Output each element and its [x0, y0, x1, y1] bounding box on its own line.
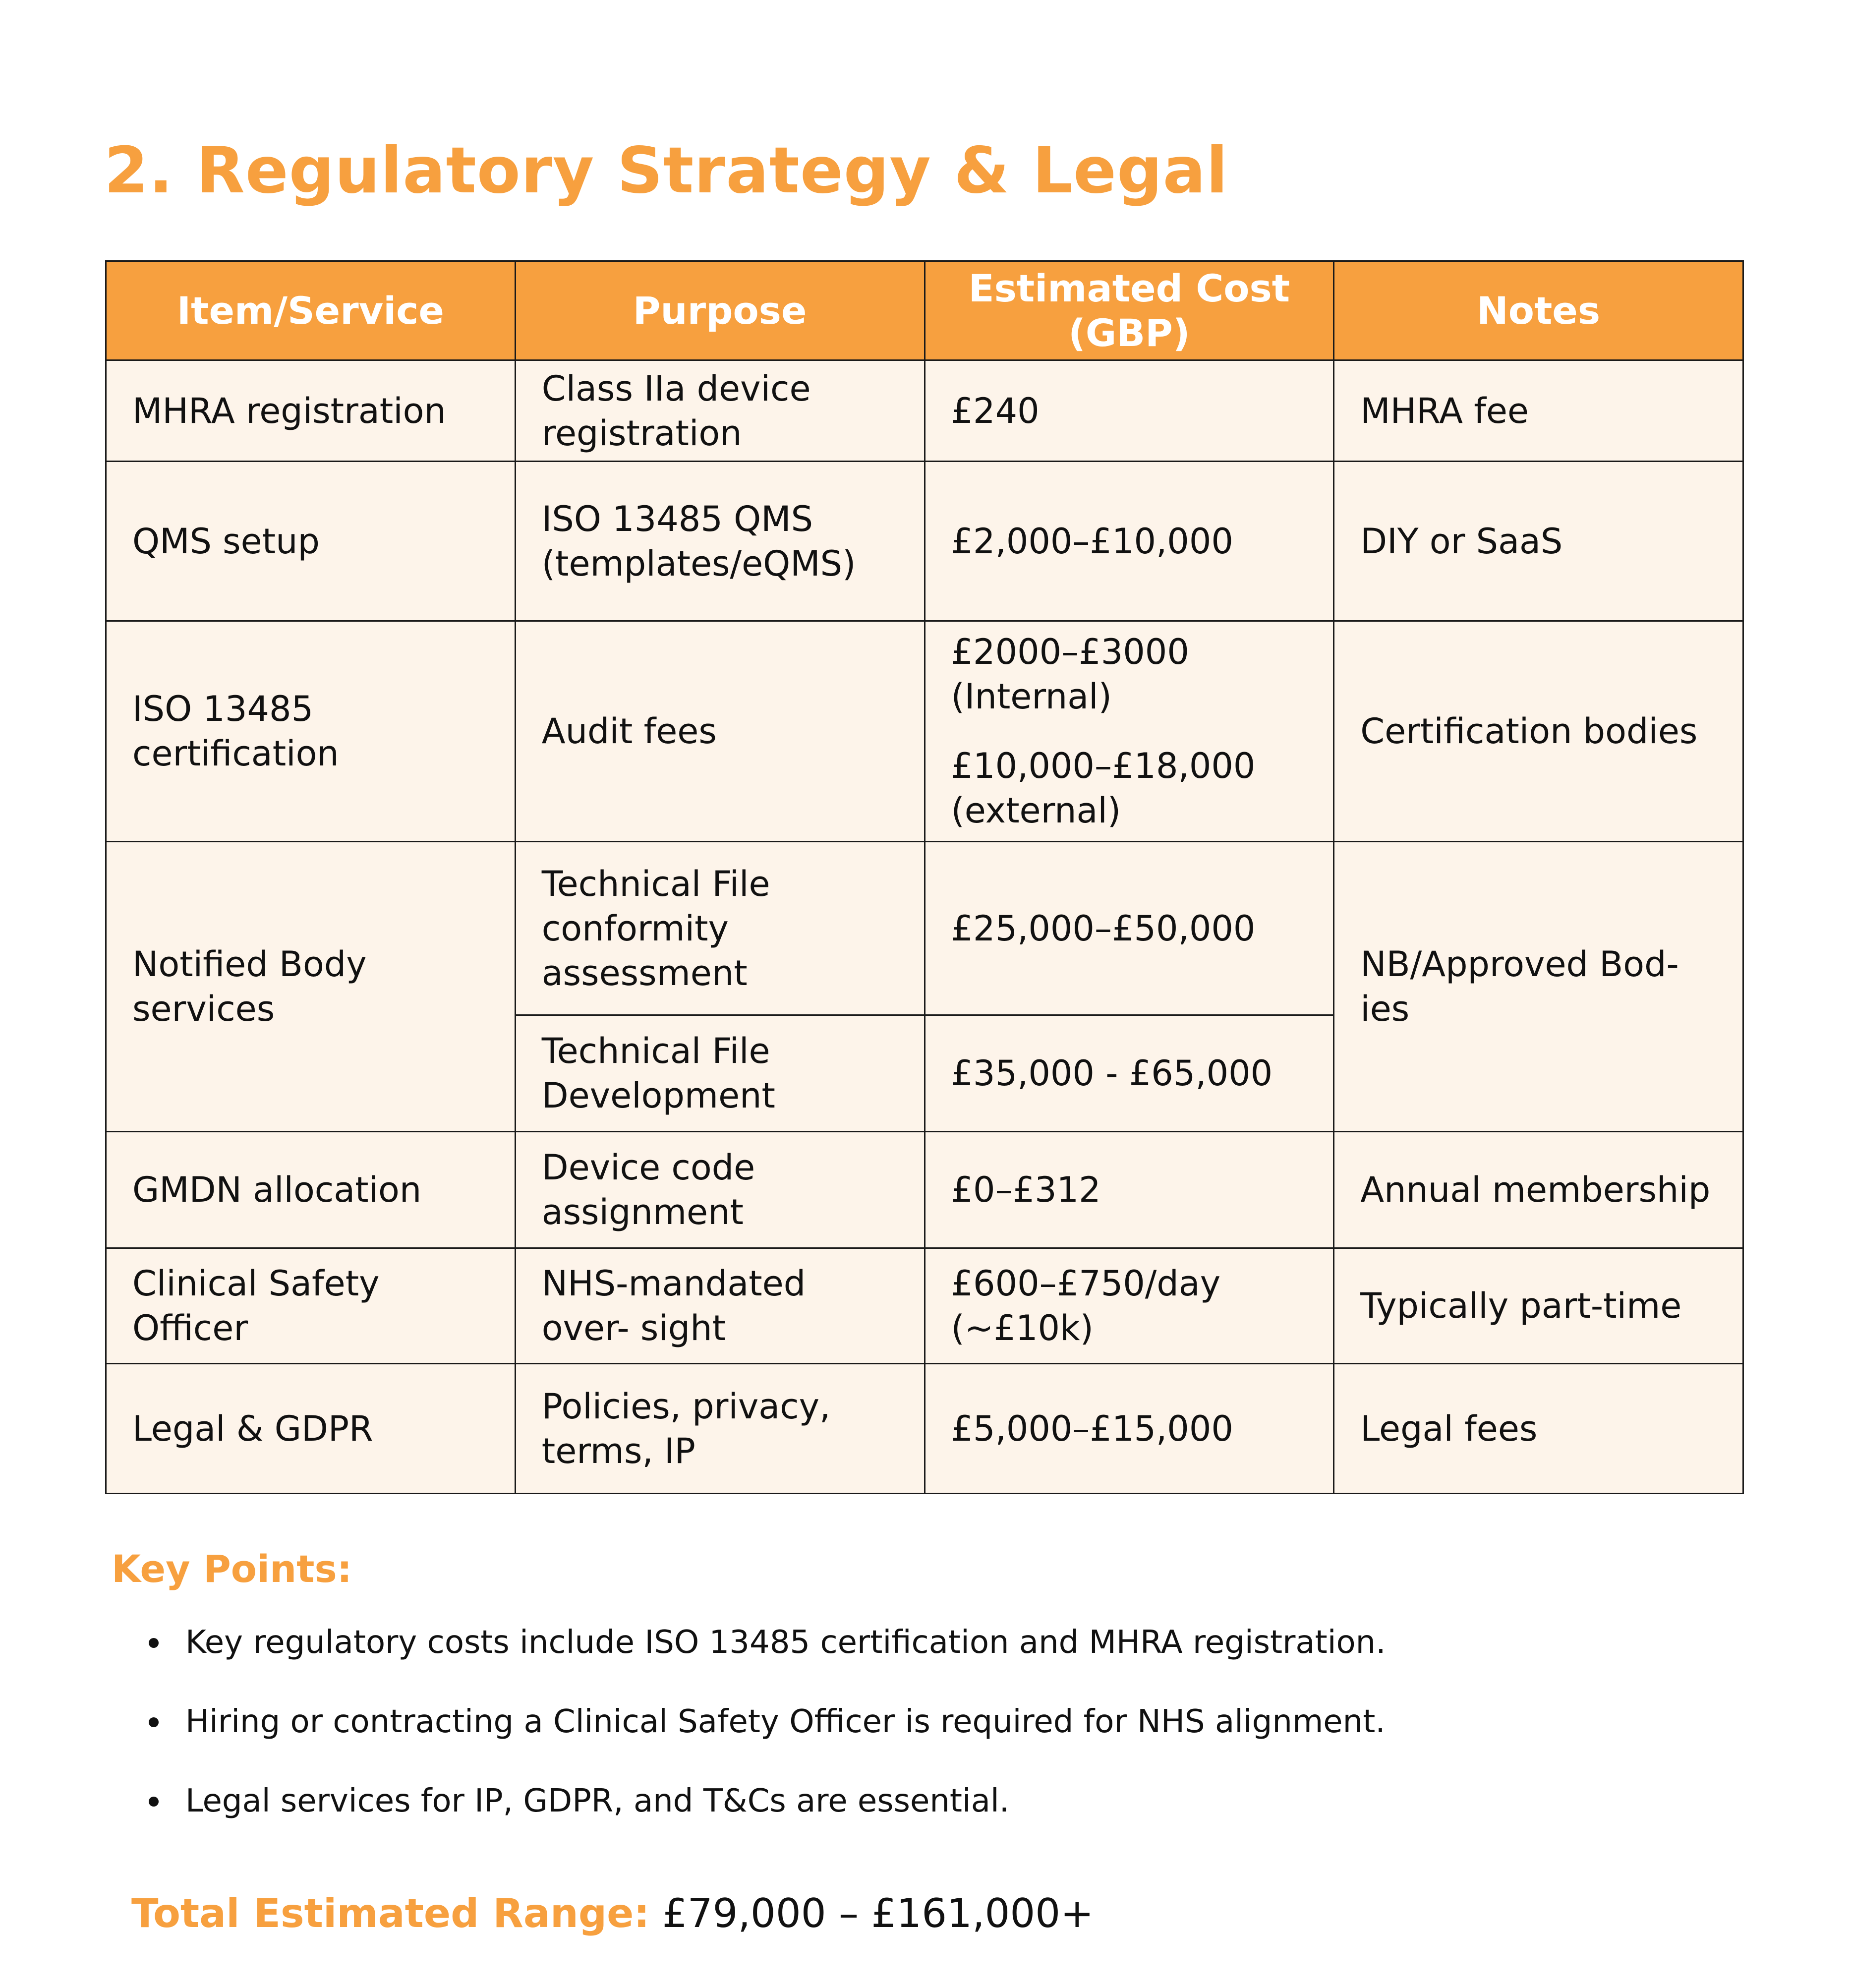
regulatory-cost-table [105, 260, 1744, 1494]
cell-cost: £0–£312 [925, 1132, 1334, 1248]
table-row [106, 621, 1743, 842]
cell-item: QMS setup [106, 462, 516, 621]
cell-notes: MHRA fee [1334, 360, 1743, 462]
cell-item: Notified Body services [106, 842, 516, 1132]
cell-cost: £2,000–£10,000 [925, 462, 1334, 621]
cell-cost: £25,000–£50,000 [925, 842, 1334, 1015]
list-item [149, 1699, 1386, 1744]
cell-item: MHRA registration [106, 360, 516, 462]
key-point-text: Key regulatory costs include ISO 13485 certification and MHRA registration. [185, 1624, 1386, 1661]
cell-item: Clinical Safety Officer [106, 1248, 516, 1364]
list-item [149, 1779, 1386, 1823]
cell-purpose: Class IIa device registration [515, 360, 925, 462]
cell-purpose: Technical File Development [515, 1015, 925, 1132]
cell-purpose: NHS-mandated over- sight [515, 1248, 925, 1364]
table-row [106, 360, 1743, 462]
cell-purpose: ISO 13485 QMS (templates/eQMS) [515, 462, 925, 621]
cell-cost [925, 621, 1334, 842]
table-row [106, 1364, 1743, 1494]
table-header-row [106, 261, 1743, 360]
key-point-text: Hiring or contracting a Clinical Safety Officer is required for NHS alignment. [185, 1703, 1386, 1740]
total-value: £79,000 – £161,000+ [662, 1890, 1094, 1936]
header-item-service: Item/Service [106, 261, 516, 360]
cell-notes: Annual membership [1334, 1132, 1743, 1248]
key-points-list [149, 1620, 1386, 1858]
total-estimated-range [131, 1889, 1094, 1938]
cell-cost: £35,000 - £65,000 [925, 1015, 1334, 1132]
header-purpose: Purpose [515, 261, 925, 360]
page-title: 2. Regulatory Strategy & Legal [104, 134, 1228, 208]
cell-purpose: Device code assignment [515, 1132, 925, 1248]
table-row [106, 462, 1743, 621]
cell-purpose: Technical File conformity assessment [515, 842, 925, 1015]
cell-notes: Typically part-time [1334, 1248, 1743, 1364]
header-notes: Notes [1334, 261, 1743, 360]
bullet-icon [149, 1638, 159, 1648]
cell-item: ISO 13485 certification [106, 621, 516, 842]
cell-cost: £5,000–£15,000 [925, 1364, 1334, 1494]
cell-purpose: Audit fees [515, 621, 925, 842]
table-row [106, 1248, 1743, 1364]
table-row [106, 842, 1743, 1015]
cell-purpose: Policies, privacy, terms, IP [515, 1364, 925, 1494]
bullet-icon [149, 1717, 159, 1727]
cell-notes: DIY or SaaS [1334, 462, 1743, 621]
table-row [106, 1132, 1743, 1248]
cell-notes: Legal fees [1334, 1364, 1743, 1494]
cell-cost: £600–£750/day (~£10k) [925, 1248, 1334, 1364]
cell-item: GMDN allocation [106, 1132, 516, 1248]
cell-item: Legal & GDPR [106, 1364, 516, 1494]
cell-cost: £240 [925, 360, 1334, 462]
cell-notes: NB/Approved Bod- ies [1334, 842, 1743, 1132]
total-label: Total Estimated Range: [131, 1890, 650, 1936]
cost-internal: £2000–£3000 (Internal) [951, 632, 1189, 717]
list-item [149, 1620, 1386, 1665]
key-points-heading: Key Points: [112, 1547, 352, 1591]
header-estimated-cost: Estimated Cost (GBP) [925, 261, 1334, 360]
cell-notes: Certification bodies [1334, 621, 1743, 842]
cost-external: £10,000–£18,000 (external) [951, 746, 1256, 831]
key-point-text: Legal services for IP, GDPR, and T&Cs are essential. [185, 1783, 1010, 1819]
bullet-icon [149, 1797, 159, 1807]
